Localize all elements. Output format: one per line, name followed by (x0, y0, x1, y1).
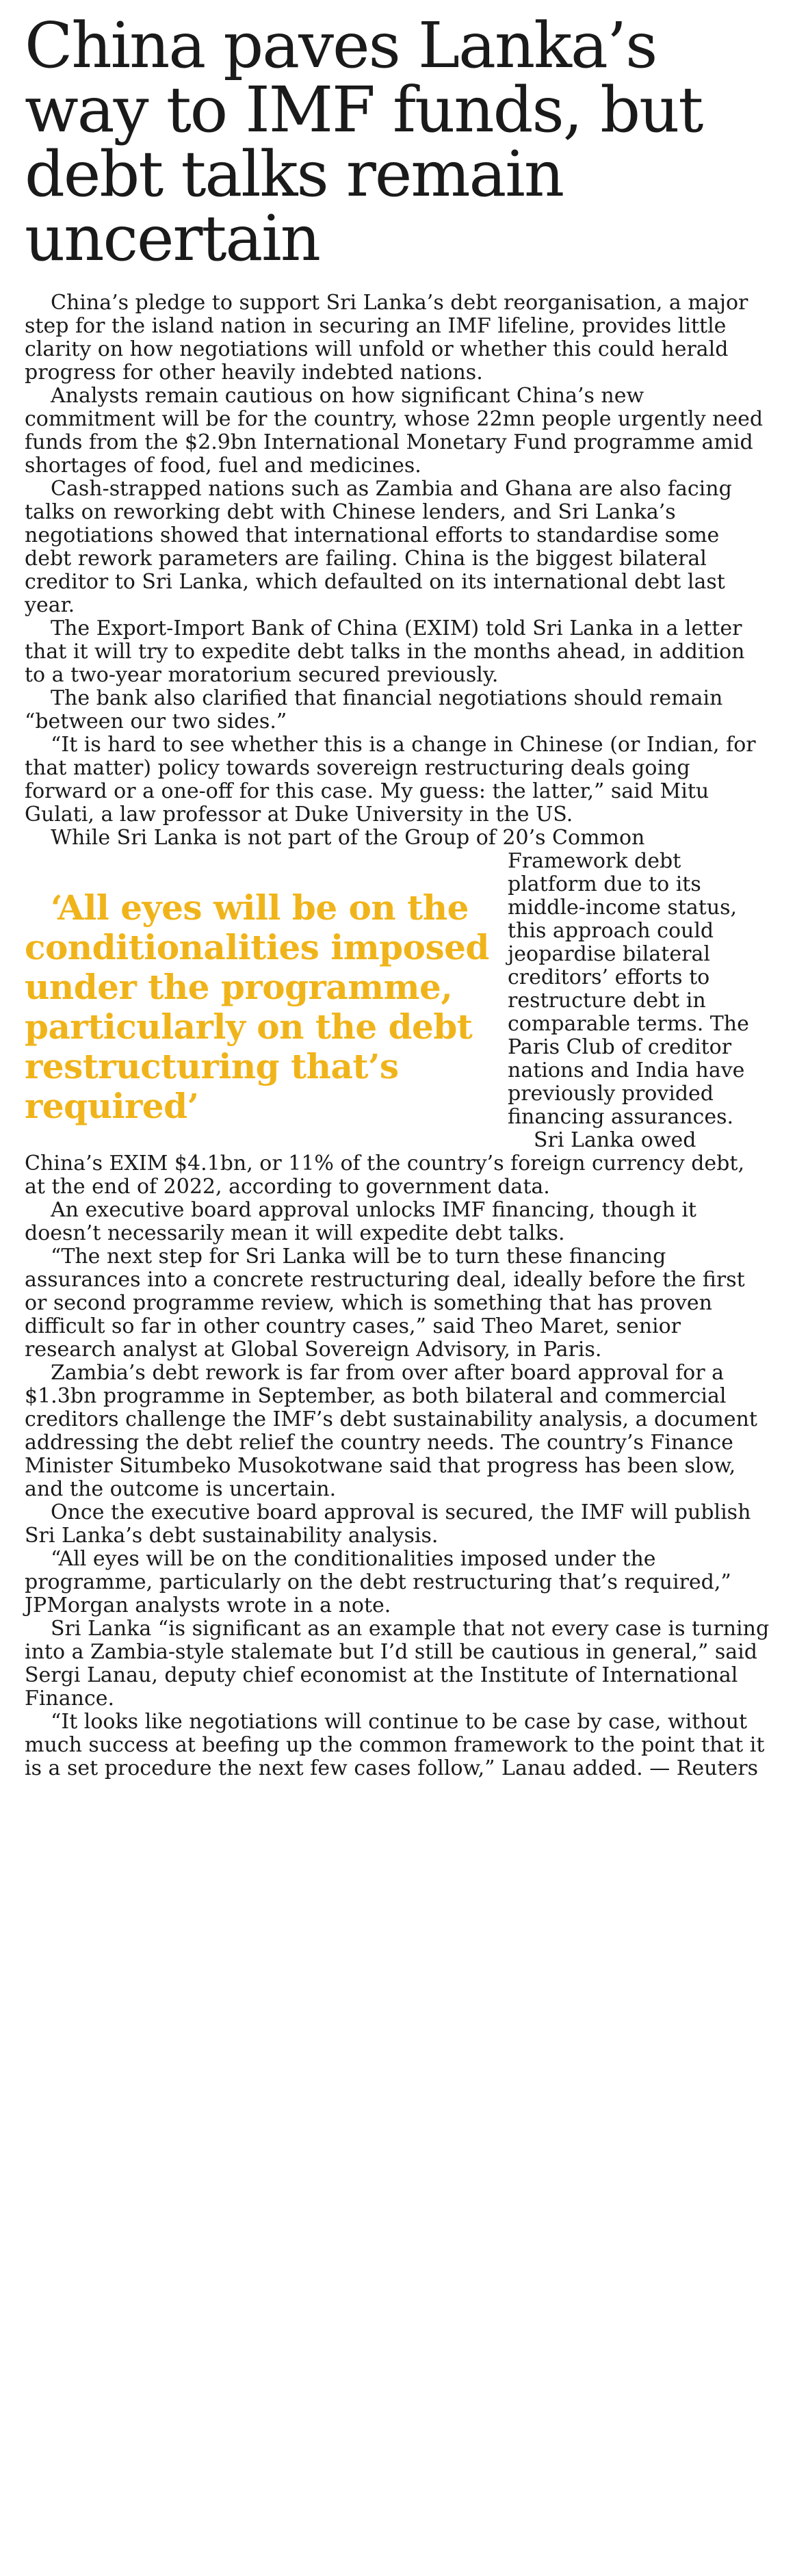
body-paragraph: China’s pledge to support Sri Lanka’s debt reorganisation, a major step for the island nation in securing an IMF lifeline, provides little clarity on how negotiations will unfold or whether this could herald progress for other heavily indebted nations. (25, 291, 748, 385)
headline: China paves Lanka’s way to IMF funds, but debt talks remain uncertain (25, 9, 703, 275)
body-paragraph: The Export-Import Bank of China (EXIM) told Sri Lanka in a letter that it will try to expedite debt talks in the months ahead, in addition to a two-year moratorium secured previously. (25, 616, 745, 687)
body-paragraph: Once the executive board approval is secured, the IMF will publish Sri Lanka’s debt sustainability analysis. (25, 1500, 751, 1548)
article-body (25, 291, 770, 1780)
article (25, 0, 770, 1780)
body-paragraph: Zambia’s debt rework is far from over after board approval for a $1.3bn programme in September, as both bilateral and commercial creditors challenge the IMF’s debt sustainability analysis, a document addressing the debt relief the country needs. The country’s Finance Minister Situmbeko Musokotwane said that progress has been slow, and the outcome is uncertain. (25, 1361, 757, 1501)
body-paragraph: Cash-strapped nations such as Zambia and Ghana are also facing talks on reworking debt with Chinese lenders, and Sri Lanka’s negotiations showed that international efforts to standardise some debt rework parameters are failing. China is the biggest bilateral creditor to Sri Lanka, which defaulted on its international debt last year. (25, 477, 732, 617)
pull-quote: ‘All eyes will be on the conditionalities imposed under the programme, particularly on the debt restructuring that’s required’ (25, 887, 489, 1126)
body-paragraph-wrap-start: While Sri Lanka is not part of the Group of 20’s Common (51, 826, 645, 850)
body-paragraph: Sri Lanka owed China’s EXIM $4.1bn, or 11% of the country’s foreign currency debt, at the end of 2022, according to government data. (25, 1128, 744, 1199)
body-paragraph: Analysts remain cautious on how significant China’s new commitment will be for the country, whose 22mn people urgently need funds from the $2.9bn International Monetary Fund programme amid shortages of food, fuel and medicines. (25, 384, 764, 478)
body-paragraph: “All eyes will be on the conditionalities imposed under the programme, particularly on the debt restructuring that’s required,” JPMorgan analysts wrote in a note. (25, 1547, 731, 1617)
body-paragraph-wrap-rest: Framework debt platform due to its middle-income status, this approach could jeopardise bilateral creditors’ efforts to restructure debt in comparable terms. The Paris Club of creditor nations and India have previously provided financing assurances. (508, 849, 749, 1129)
pull-quote-box (25, 888, 498, 1126)
body-paragraph: An executive board approval unlocks IMF financing, though it doesn’t necessarily mean it will expedite debt talks. (25, 1198, 696, 1245)
body-paragraph: Sri Lanka “is significant as an example that not every case is turning into a Zambia-style stalemate but I’d still be cautious in general,” said Sergi Lanau, deputy chief economist at the Institute of International Finance. (25, 1617, 770, 1710)
body-paragraph: “It is hard to see whether this is a change in Chinese (or Indian, for that matter) policy towards sovereign restructuring deals going forward or a one-off for this case. My guess: the latter,” said Mitu Gulati, a law professor at Duke University in the US. (25, 733, 756, 827)
body-paragraph: “It looks like negotiations will continue to be case by case, without much success at beefing up the common framework to the point that it is a set procedure the next few cases follow,” Lanau added. — Reuters (25, 1710, 765, 1780)
body-paragraph: The bank also clarified that financial negotiations should remain “between our two sides.” (25, 686, 723, 733)
body-paragraph: “The next step for Sri Lanka will be to turn these financing assurances into a concrete restructuring deal, ideally before the first or second programme review, which is something that has proven difficult so far in other country cases,” said Theo Maret, senior research analyst at Global Sovereign Advisory, in Paris. (25, 1245, 745, 1362)
